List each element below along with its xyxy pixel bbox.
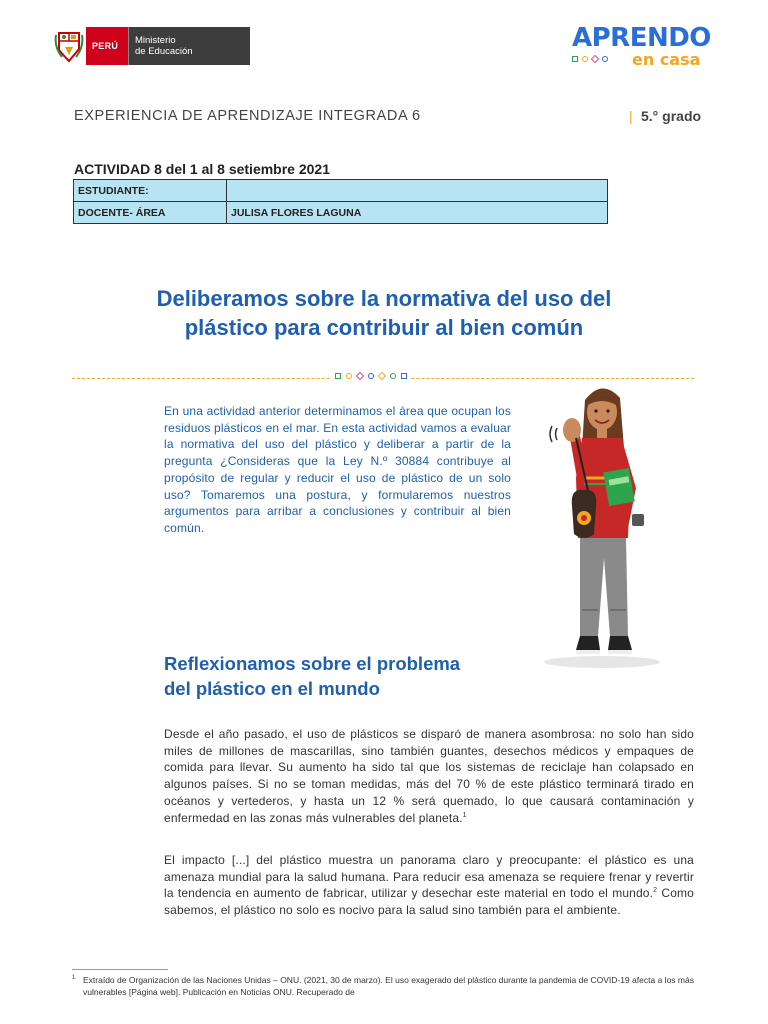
divider-shapes-icon — [331, 373, 411, 379]
title-line1: Deliberamos sobre la normativa del uso del — [156, 286, 612, 311]
footnote-divider — [72, 969, 168, 970]
section-heading-line1: Reflexionamos sobre el problema — [164, 653, 461, 674]
ministry-line1: Ministerio — [135, 35, 176, 46]
body-paragraph-1 — [164, 726, 694, 826]
minedu-logo — [52, 27, 250, 65]
activity-heading: ACTIVIDAD 8 del 1 al 8 setiembre 2021 — [74, 161, 330, 177]
grade-separator: | — [629, 108, 633, 124]
brand-subtitle: en casa — [632, 50, 701, 69]
ministry-line2: de Educación — [135, 46, 193, 57]
experience-heading: EXPERIENCIA DE APRENDIZAJE INTEGRADA 6 — [74, 108, 421, 124]
footnote — [72, 974, 694, 998]
grade-label: 5.° grado — [641, 108, 702, 124]
paragraph1-text: Desde el año pasado, el uso de plásticos se disparó de manera asombrosa: no solo han sido miles de millones de mascarillas, sino también guantes, desechos médicos y empaques de comida para llevar. Su aumento ha sido tal que los sistemas de reciclaje han colapsado en algunos países. Si no se toman medidas, más del 70 % de este plástico terminará tirado en océanos y vertederos, y hasta un 12 % será quemado, lo que causará contaminación y enfermedad en las zonas más vulnerables del planeta. — [164, 727, 694, 825]
footnote-text: Extraído de Organización de las Naciones Unidas – ONU. (2021, 30 de marzo). El uso exagerado del plástico durante la pandemia de COVID-19 afecta a los más vulnerables [Página web]. Publicación en Noticias ONU. Recuperado de — [83, 975, 694, 997]
footnote-number: 1 — [72, 975, 76, 981]
peru-shield-icon — [52, 27, 86, 65]
table-row — [74, 180, 608, 202]
peru-label: PERÚ — [86, 27, 128, 65]
student-value — [227, 180, 608, 202]
paragraph2-text-b: Como sabemos, el plástico no solo es nocivo para la salud sino también para el ambiente. — [164, 886, 695, 918]
section-heading — [164, 651, 504, 701]
footnote-ref-2: 2 — [653, 887, 658, 895]
brand-shapes-icon — [572, 56, 608, 62]
student-label: ESTUDIANTE: — [74, 180, 227, 202]
teacher-label: DOCENTE- ÁREA — [74, 202, 227, 224]
intro-paragraph: En una actividad anterior determinamos el área que ocupan los residuos plásticos en el mar. En esta actividad vamos a evaluar la normativa del uso del plástico y deliberar a partir de la pregunta ¿Consideras que la Ley N.º 30884 contribuye al propósito de regular y reducir el uso de plástico de un solo uso? Tomaremos una postura, y formularemos nuestros argumentos para arribar a conclusiones y contribuir al bien común. — [164, 404, 511, 535]
title-line2: plástico para contribuir al bien común — [184, 315, 584, 340]
aprendo-en-casa-logo — [572, 24, 718, 72]
brand-title: APRENDO — [572, 23, 711, 53]
table-row — [74, 202, 608, 224]
girl-waving-icon — [540, 378, 670, 670]
page-title — [60, 284, 708, 342]
teacher-value: JULISA FLORES LAGUNA — [227, 202, 608, 224]
body-paragraph-2 — [164, 852, 694, 919]
ministry-label — [128, 27, 250, 65]
section-heading-line2: del plástico en el mundo — [164, 678, 380, 699]
footnote-ref-1: 1 — [462, 811, 467, 819]
paragraph2-text-a: El impacto [...] del plástico muestra un panorama claro y preocupante: el plástico es una amenaza mundial para la salud humana. Para reducir esa amenaza se requiere frenar y revertir la tendencia en aumento de fabricar, utilizar y desechar este material en todo el mundo. — [164, 853, 694, 901]
info-table — [73, 179, 608, 224]
student-illustration — [540, 378, 670, 670]
